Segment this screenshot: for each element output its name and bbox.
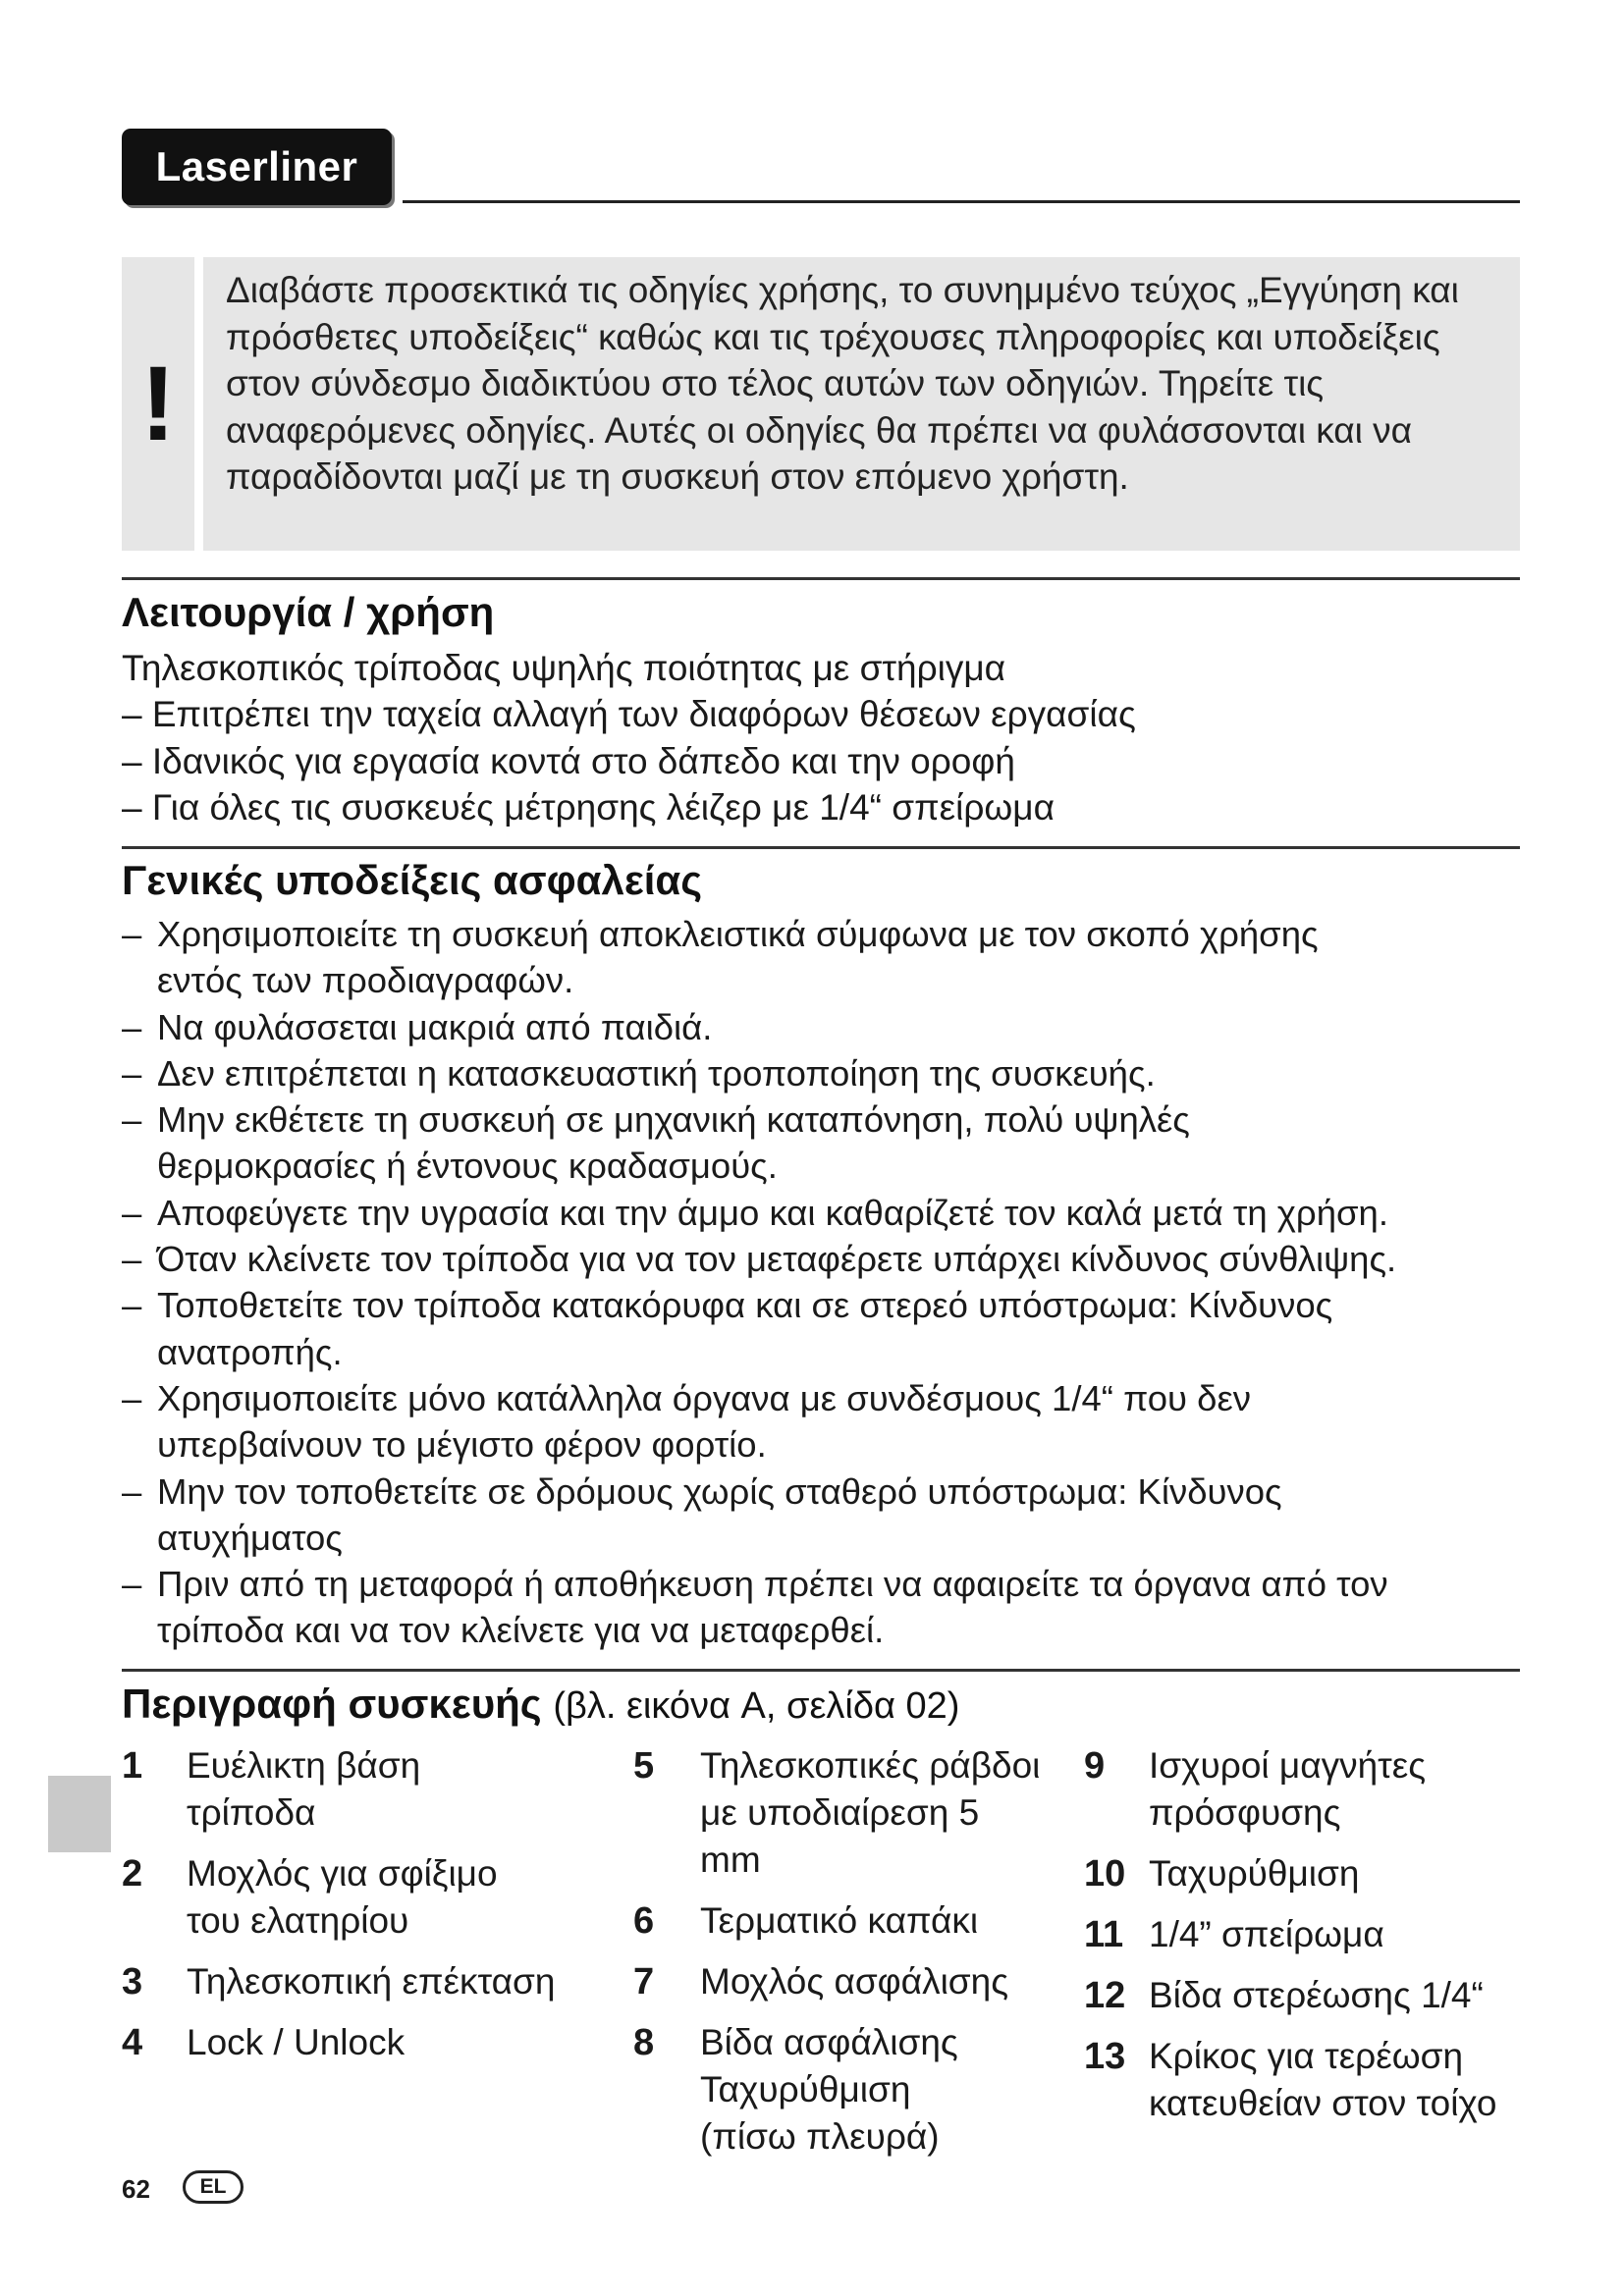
list-dash: – xyxy=(122,1285,142,1326)
list-dash: – xyxy=(122,1239,142,1280)
description-heading: Περιγραφή συσκευής xyxy=(122,1681,542,1727)
warning-divider xyxy=(194,257,203,551)
description-column-3 xyxy=(1084,1742,1526,2141)
side-tab xyxy=(48,1776,111,1852)
language-badge: EL xyxy=(183,2170,244,2204)
list-dash: – xyxy=(122,1052,142,1094)
list-item: 13 Κρίκος για τερέωση κατευθείαν στον τοίχο xyxy=(1084,2036,1497,2123)
list-item: – Χρησιμοποιείτε τη συσκευή αποκλειστικά σύμφωνα με τον σκοπό χρήσης εντός των προδιαγραφών. xyxy=(122,911,1516,1004)
function-list xyxy=(122,645,1526,830)
function-intro: Τηλεσκοπικός τρίποδας υψηλής ποιότητας με στήριγμα xyxy=(122,648,1006,688)
function-title: Λειτουργία / χρήση xyxy=(122,589,495,635)
list-item: – Μην τον τοποθετείτε σε δρόμους χωρίς σταθερό υπόστρωμα: Κίνδυνος ατυχήματος xyxy=(122,1468,1516,1562)
list-item: 12 Βίδα στερέωσης 1/4“ xyxy=(1084,1975,1484,2016)
list-dash: – xyxy=(122,1377,142,1418)
description-column-1 xyxy=(122,1742,613,2080)
description-column-2 xyxy=(633,1742,1046,2174)
list-item: 9 Ισχυροί μαγνήτες πρόσφυσης xyxy=(1084,1745,1427,1833)
list-dash: – xyxy=(122,1099,142,1141)
warning-text: Διαβάστε προσεκτικά τις οδηγίες χρήσης, το συνημμένο τεύχος „Εγγύηση και πρόσθετες υποδείξεις“ καθώς και τις τρέχουσες πληροφορίες και υποδείξεις στον σύνδεσμο διαδικτύου στο τέλος αυτών των οδηγιών. Τηρείτε τις αναφερόμενες οδηγίες. Αυτές οι οδηγίες θα πρέπει να φυλάσσονται και να παραδίδονται μαζί με τη συσκευή στον επόμενο χρήστη. xyxy=(226,270,1459,497)
description-subtitle: (βλ. εικόνα A, σελίδα 02) xyxy=(553,1685,960,1727)
safety-list xyxy=(122,911,1516,1654)
list-item: – Όταν κλείνετε τον τρίποδα για να τον μεταφέρετε υπάρχει κίνδυνος σύνθλιψης. xyxy=(122,1236,1516,1282)
list-item: 10 Ταχυρύθμιση xyxy=(1084,1853,1360,1895)
list-item: – Δεν επιτρέπεται η κατασκευαστική τροποποίηση της συσκευής. xyxy=(122,1050,1516,1096)
section-divider xyxy=(122,1669,1520,1672)
list-item: – Επιτρέπει την ταχεία αλλαγή των διαφόρων θέσεων εργασίας xyxy=(122,694,1136,735)
list-dash: – xyxy=(122,1006,142,1047)
list-item: – Τοποθετείτε τον τρίποδα κατακόρυφα και σε στερεό υπόστρωμα: Κίνδυνος ανατροπής. xyxy=(122,1282,1516,1375)
list-item: 7 Μοχλός ασφάλισης xyxy=(633,1961,1009,2002)
page-number: 62 xyxy=(122,2174,150,2204)
list-item: 11 1/4” σπείρωμα xyxy=(1084,1914,1384,1955)
brand-logo: Laserliner xyxy=(122,129,392,205)
list-item: – Ιδανικός για εργασία κοντά στο δάπεδο και την οροφή xyxy=(122,740,1015,781)
list-item: – Να φυλάσσεται μακριά από παιδιά. xyxy=(122,1004,1516,1050)
list-dash: – xyxy=(122,1564,142,1605)
list-item: – Χρησιμοποιείτε μόνο κατάλληλα όργανα με συνδέσμους 1/4“ που δεν υπερβαίνουν το μέγιστο φέρον φορτίο. xyxy=(122,1375,1516,1468)
list-dash: – xyxy=(122,1192,142,1233)
warning-box xyxy=(122,257,1520,551)
header-rule xyxy=(403,200,1520,203)
list-dash: – xyxy=(122,1470,142,1512)
list-item: – Για όλες τις συσκευές μέτρησης λέιζερ με 1/4“ σπείρωμα xyxy=(122,786,1055,828)
section-divider xyxy=(122,846,1520,849)
section-divider xyxy=(122,577,1520,580)
list-item: 2 Μοχλός για σφίξιμο του ελατηρίου xyxy=(122,1853,498,1941)
safety-title: Γενικές υποδείξεις ασφαλείας xyxy=(122,857,703,903)
exclamation-icon: ! xyxy=(140,344,176,462)
list-item: – Πριν από τη μεταφορά ή αποθήκευση πρέπει να αφαιρείτε τα όργανα από τον τρίποδα και να τον κλείνετε για να μεταφερθεί. xyxy=(122,1561,1516,1654)
list-item: 6 Τερματικό καπάκι xyxy=(633,1900,979,1942)
list-item: 1 Ευέλικτη βάση τρίποδα xyxy=(122,1745,421,1833)
list-item: 8 Βίδα ασφάλισης Ταχυρύθμιση (πίσω πλευρά) xyxy=(633,2022,958,2157)
list-item: – Αποφεύγετε την υγρασία και την άμμο και καθαρίζετέ τον καλά μετά τη χρήση. xyxy=(122,1190,1516,1236)
list-dash: – xyxy=(122,914,142,954)
list-item: 5 Τηλεσκοπικές ράβδοι με υποδιαίρεση 5 mm xyxy=(633,1745,1041,1880)
list-item: 3 Τηλεσκοπική επέκταση xyxy=(122,1961,556,2002)
list-item: – Μην εκθέτετε τη συσκευή σε μηχανική καταπόνηση, πολύ υψηλές θερμοκρασίες ή έντονους κραδασμούς. xyxy=(122,1096,1516,1190)
list-item: 4 Lock / Unlock xyxy=(122,2022,406,2063)
description-title xyxy=(122,1681,959,1728)
